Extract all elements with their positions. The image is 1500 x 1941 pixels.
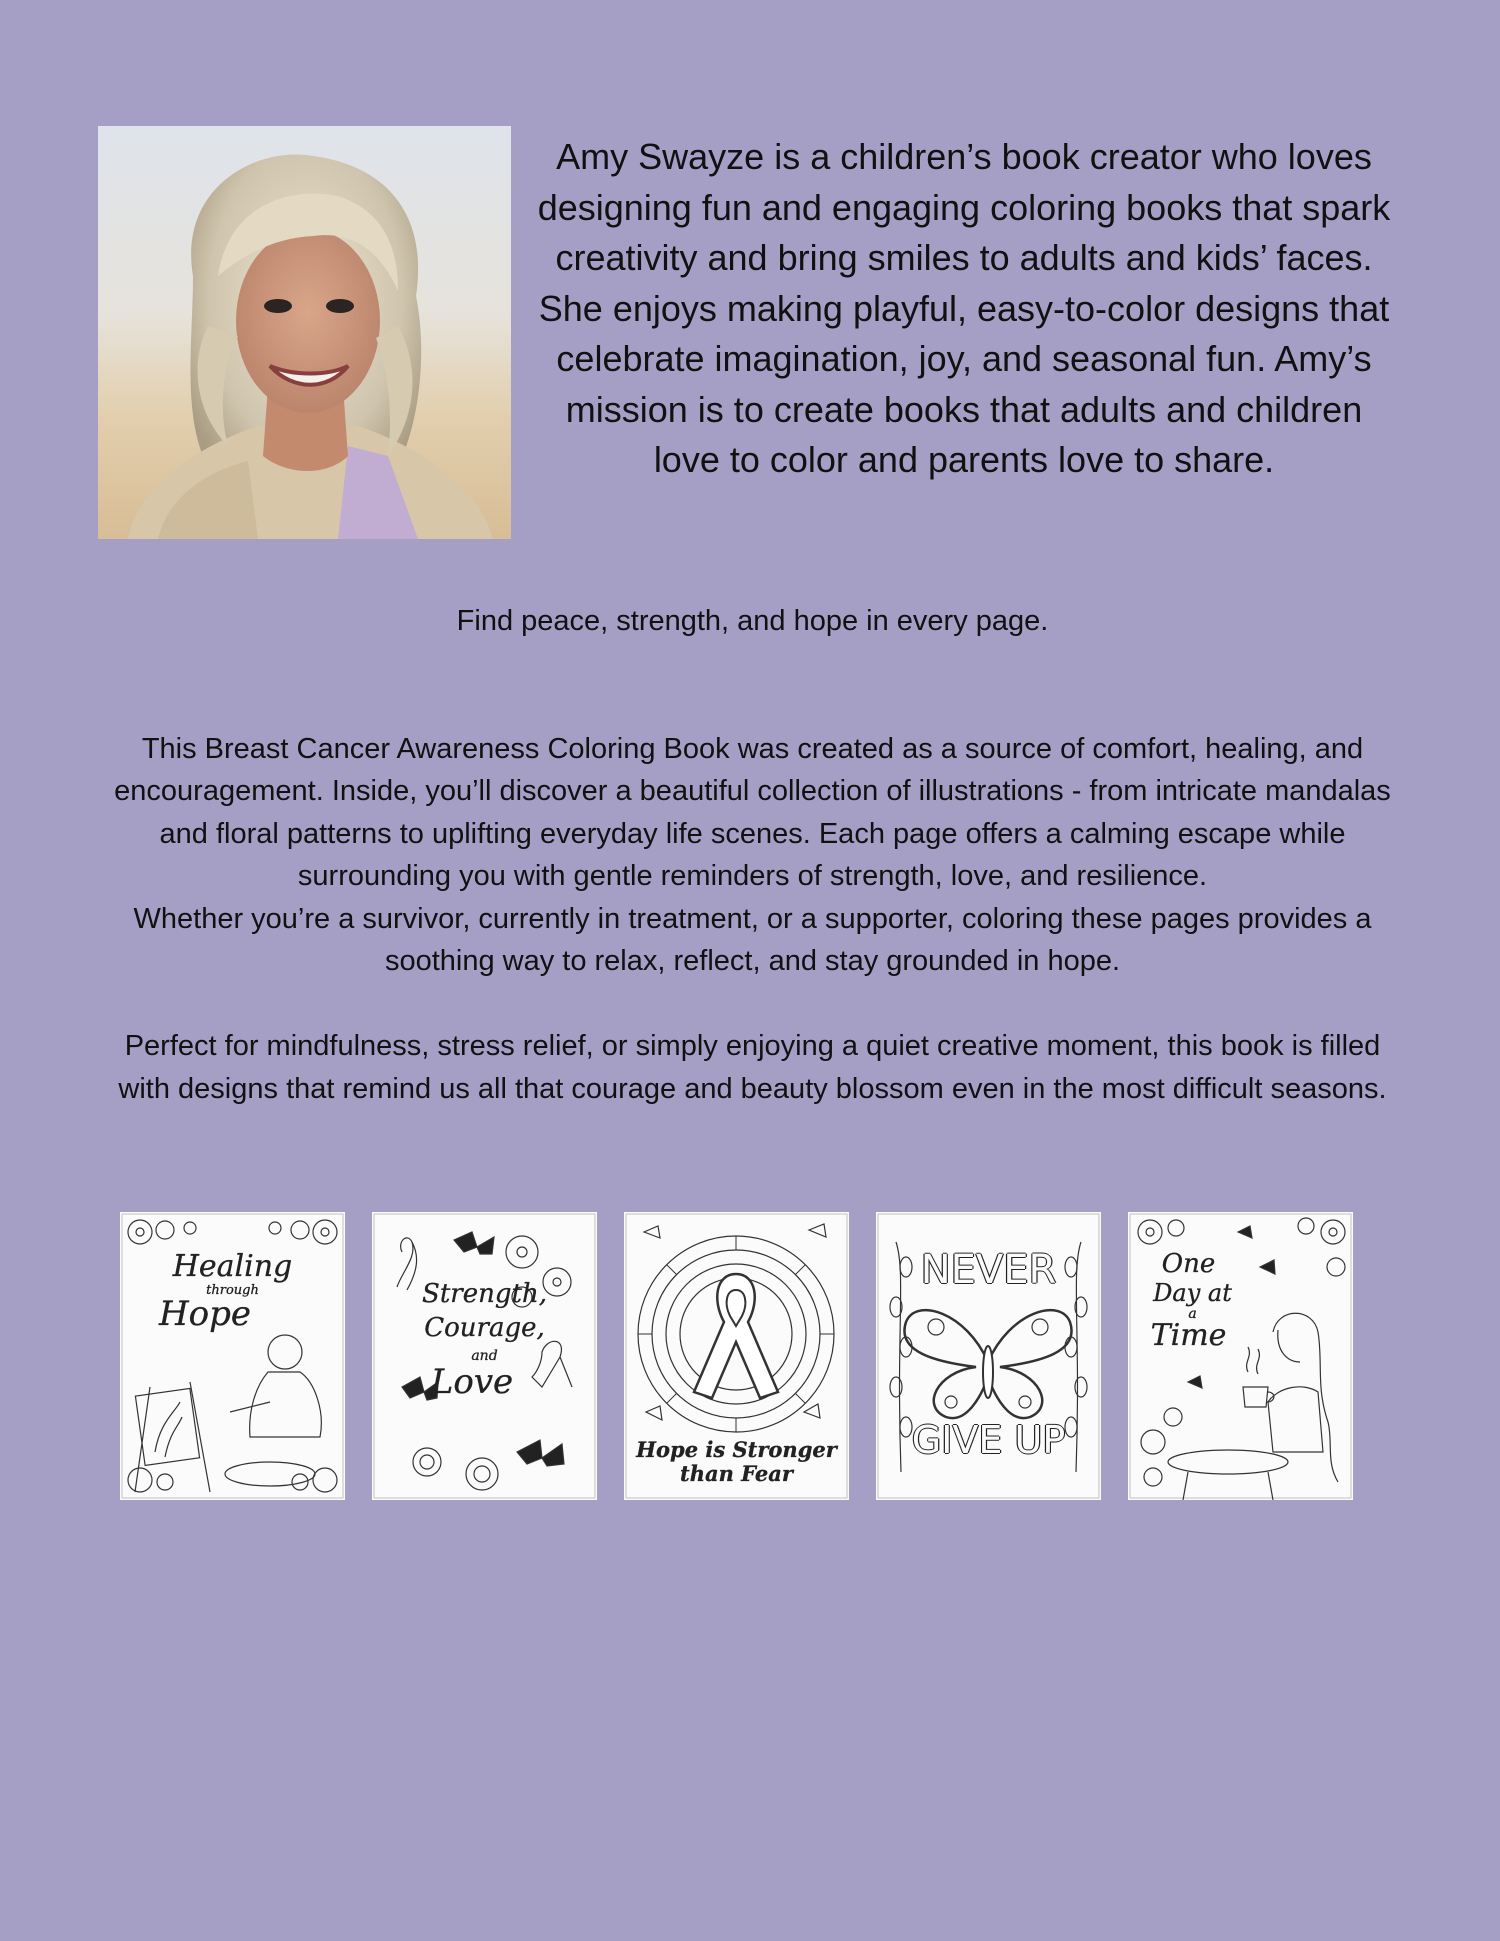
preview-title: Healing xyxy=(172,1249,293,1284)
preview-thumbnail xyxy=(1128,1212,1353,1500)
preview-thumbnail xyxy=(372,1212,597,1500)
coloring-page-previews xyxy=(120,1212,1360,1500)
preview-title: Love xyxy=(430,1362,514,1402)
preview-title: Strength, xyxy=(422,1279,547,1309)
author-portrait-icon xyxy=(98,126,511,539)
preview-title: and xyxy=(471,1348,498,1364)
preview-title: Hope is Stronger xyxy=(636,1437,837,1462)
preview-thumbnail xyxy=(120,1212,345,1500)
description-paragraph: Whether you’re a survivor, currently in treatment, or a supporter, coloring these pages provides a soothing way to relax, reflect, and stay grounded in hope. xyxy=(133,902,1372,977)
description-paragraph: Perfect for mindfulness, stress relief, or simply enjoying a quiet creative moment, this book is filled with designs that remind us all that courage and beauty blossom even in the most difficult seasons. xyxy=(118,1030,1387,1105)
preview-title: through xyxy=(206,1283,259,1298)
preview-thumbnail xyxy=(876,1212,1101,1500)
preview-thumbnail xyxy=(624,1212,849,1500)
preview-title: Courage, xyxy=(424,1313,545,1343)
preview-title: NEVER xyxy=(920,1247,1057,1293)
preview-title: a xyxy=(1188,1306,1197,1322)
preview-title: GIVE UP xyxy=(911,1418,1066,1462)
description-paragraph: This Breast Cancer Awareness Coloring Book was created as a source of comfort, healing, and encouragement. Inside, you’ll discover a beautiful collection of illustrations - from intricate mandalas and floral patterns to uplifting everyday life scenes. Each page offers a calming escape while surrounding you with gentle reminders of strength, love, and resilience. xyxy=(114,732,1391,892)
author-photo xyxy=(98,126,511,539)
author-bio: Amy Swayze is a children’s book creator who loves designing fun and engaging coloring books that spark creativity and bring smiles to adults and kids’ faces. She enjoys making playful, easy-to-color designs that celebrate imagination, joy, and seasonal fun. Amy’s mission is to create books that adults and children love to color and parents love to share. xyxy=(537,136,1391,480)
preview-title: Day at xyxy=(1153,1279,1232,1307)
book-tagline: Find peace, strength, and hope in every page. xyxy=(456,605,1049,637)
book-description xyxy=(100,685,1405,1110)
preview-title: than Fear xyxy=(680,1461,793,1486)
preview-title: Hope xyxy=(158,1294,251,1334)
preview-title: Time xyxy=(1150,1318,1227,1353)
preview-title: One xyxy=(1161,1249,1216,1279)
